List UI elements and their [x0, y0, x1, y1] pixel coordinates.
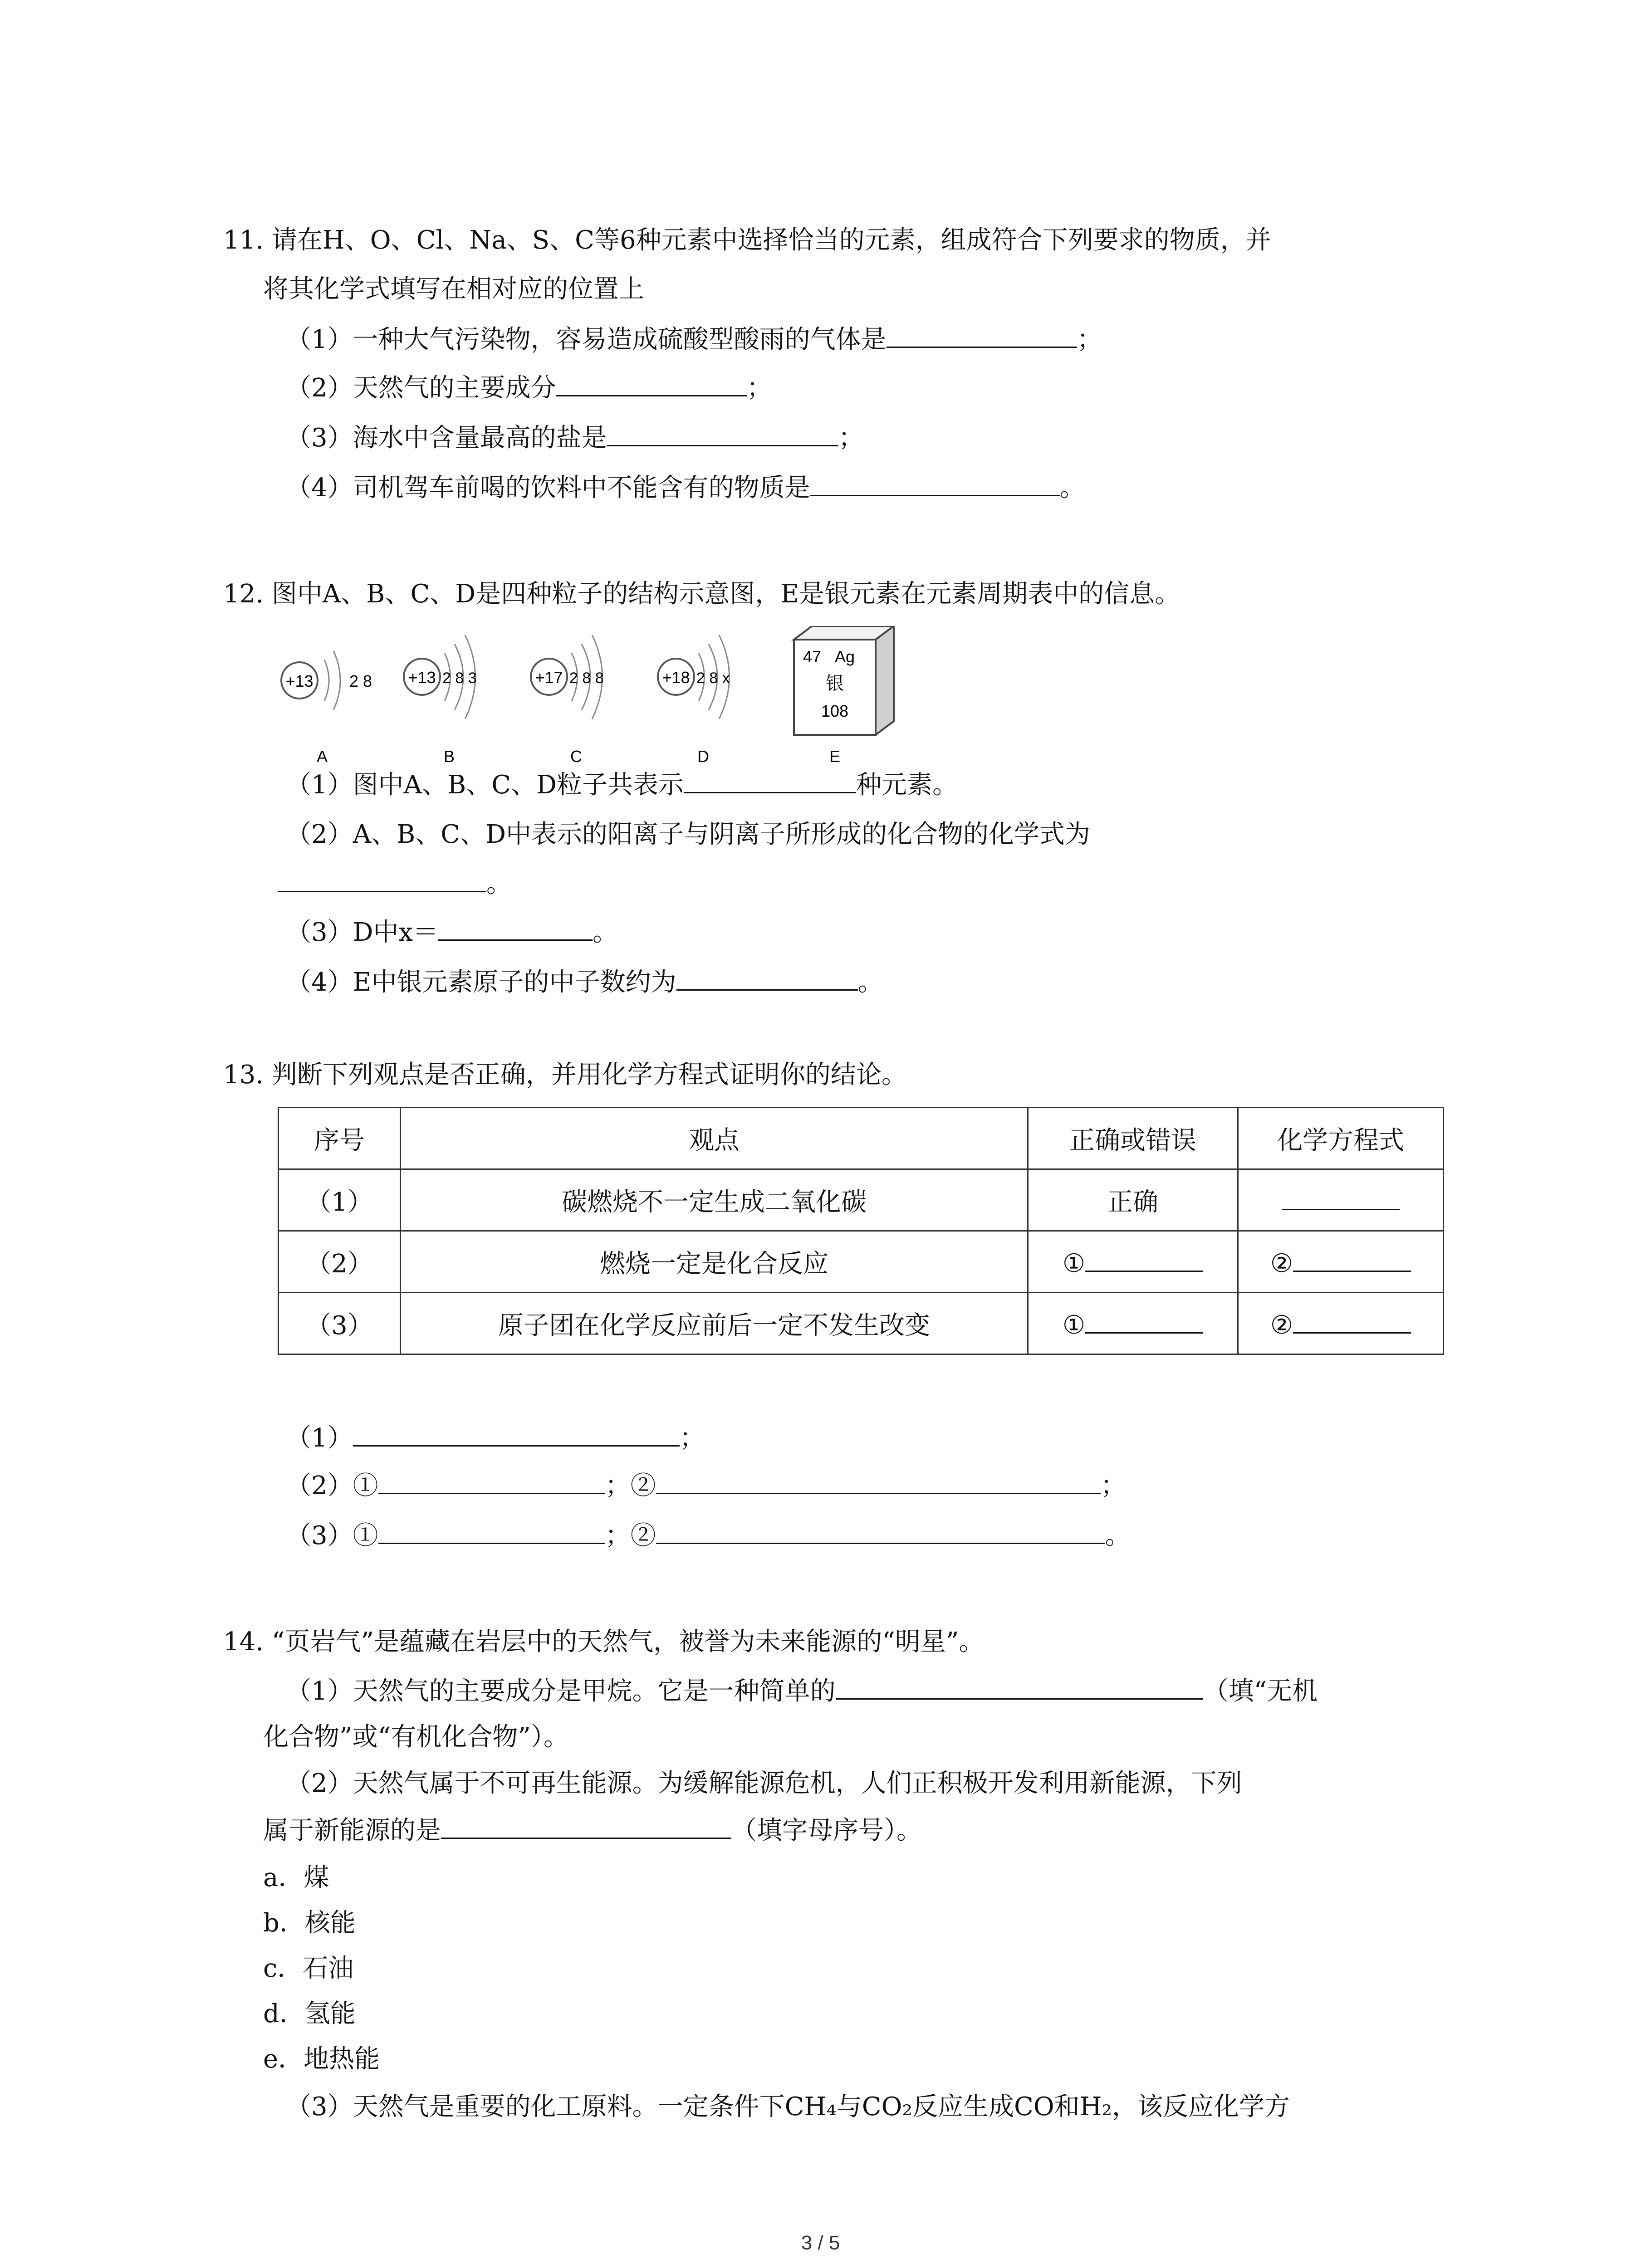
- q11-part2: （2）天然气的主要成分 ；: [286, 370, 772, 406]
- q11-part3: （3）海水中含量最高的盐是 ；: [286, 420, 864, 456]
- q14-part2-cont: 属于新能源的是 （填字母序号）。: [263, 1812, 922, 1849]
- atom-b: [404, 635, 477, 766]
- answer-blank[interactable]: [1293, 1245, 1411, 1272]
- q14-option-a: a．煤: [263, 1863, 329, 1892]
- q14-option-d: d．氢能: [263, 1999, 356, 2028]
- table-row: [279, 1169, 1444, 1231]
- q11-part4: （4）司机驾车前喝的饮料中不能含有的物质是 。: [286, 469, 1085, 506]
- svg-text:+13: +13: [285, 672, 314, 690]
- row-viewpoint: 原子团在化学反应前后一定不发生改变: [401, 1293, 1028, 1354]
- svg-text:+17: +17: [535, 668, 563, 687]
- q11-stem-line1: 11. 请在H、O、Cl、Na、S、C等6种元素中选择恰当的元素，组成符合下列要求的物质，并: [223, 225, 1271, 255]
- answer-blank[interactable]: [1293, 1307, 1411, 1334]
- q12-part1: （1）图中A、B、C、D粒子共表示 种元素。: [286, 767, 958, 803]
- svg-text:银: 银: [826, 674, 844, 694]
- answer-blank[interactable]: [656, 1467, 1101, 1494]
- row-judgement: 正确: [1028, 1169, 1238, 1231]
- q11-stem-line2: 将其化学式填写在相对应的位置上: [263, 274, 644, 304]
- row-number: （3）: [279, 1293, 401, 1354]
- q14-option-b: b．核能: [263, 1908, 356, 1938]
- table-row: [279, 1231, 1444, 1293]
- header-cell: 化学方程式: [1238, 1108, 1444, 1169]
- q12-stem: 12. 图中A、B、C、D是四种粒子的结构示意图，E是银元素在元素周期表中的信息。: [223, 579, 1181, 609]
- atom-d: [658, 635, 730, 766]
- svg-text:+18: +18: [662, 668, 690, 687]
- svg-text:B: B: [443, 747, 455, 766]
- answer-blank[interactable]: [438, 914, 593, 941]
- header-cell: 观点: [401, 1108, 1028, 1169]
- q12-part3: （3）D中x＝ 。: [286, 914, 618, 951]
- row-judgement: ①: [1028, 1293, 1238, 1354]
- q13-answer1: （1） ；: [286, 1420, 705, 1457]
- answer-blank[interactable]: [1085, 1245, 1203, 1272]
- atom-a: [281, 651, 372, 766]
- row-number: （1）: [279, 1169, 401, 1231]
- q14-part3: （3）天然气是重要的化工原料。一定条件下CH₄与CO₂反应生成CO和H₂，该反应化学方: [286, 2092, 1290, 2121]
- q14-part2: （2）天然气属于不可再生能源。为缓解能源危机，人们正积极开发利用新能源，下列: [286, 1769, 1242, 1798]
- svg-text:E: E: [829, 747, 841, 766]
- answer-blank[interactable]: [353, 1420, 680, 1447]
- row-viewpoint: 燃烧一定是化合反应: [401, 1231, 1028, 1293]
- q12-part4: （4）E中银元素原子的中子数约为 。: [286, 964, 883, 1001]
- answer-blank[interactable]: [378, 1517, 605, 1544]
- q14-option-c: c．石油: [263, 1954, 354, 1983]
- q14-option-e: e．地热能: [263, 2044, 380, 2074]
- row-judgement: ①: [1028, 1231, 1238, 1293]
- svg-text:A: A: [316, 747, 328, 766]
- q13-stem: 13. 判断下列观点是否正确，并用化学方程式证明你的结论。: [223, 1060, 907, 1090]
- answer-blank[interactable]: [1282, 1183, 1400, 1210]
- svg-text:47: 47: [803, 647, 822, 666]
- svg-text:2 8 8: 2 8 8: [569, 670, 604, 687]
- header-cell: 序号: [279, 1108, 401, 1169]
- atom-c: [531, 635, 604, 766]
- observations-table: [278, 1107, 1444, 1355]
- svg-text:Ag: Ag: [835, 647, 855, 666]
- q13-answer2: （2）① ；② ；: [286, 1467, 1126, 1504]
- q12-part2-answer: 。: [278, 865, 512, 902]
- svg-text:+13: +13: [408, 668, 436, 687]
- answer-blank[interactable]: [607, 420, 838, 446]
- answer-blank[interactable]: [676, 964, 858, 991]
- answer-blank[interactable]: [278, 865, 486, 892]
- answer-blank[interactable]: [556, 370, 747, 396]
- svg-text:2 8 3: 2 8 3: [442, 670, 477, 687]
- page-number: 3 / 5: [801, 2232, 840, 2254]
- svg-text:D: D: [697, 747, 709, 766]
- answer-blank[interactable]: [887, 321, 1077, 348]
- answer-blank[interactable]: [810, 469, 1060, 496]
- element-cell-e: [794, 626, 894, 766]
- answer-blank[interactable]: [1085, 1307, 1203, 1334]
- svg-text:2 8 x: 2 8 x: [696, 670, 730, 687]
- q12-part2: （2）A、B、C、D中表示的阳离子与阴离子所形成的化合物的化学式为: [286, 820, 1090, 849]
- answer-blank[interactable]: [656, 1517, 1105, 1544]
- row-equation: ②: [1238, 1293, 1444, 1354]
- q11-part1: （1）一种大气污染物，容易造成硫酸型酸雨的气体是 ；: [286, 321, 1102, 358]
- row-viewpoint: 碳燃烧不一定生成二氧化碳: [401, 1169, 1028, 1231]
- answer-blank[interactable]: [441, 1812, 731, 1839]
- header-cell: 正确或错误: [1028, 1108, 1238, 1169]
- answer-blank[interactable]: [836, 1673, 1203, 1700]
- svg-text:108: 108: [821, 702, 849, 720]
- q14-stem: 14. “页岩气”是蕴藏在岩层中的天然气，被誉为未来能源的“明星”。: [223, 1627, 985, 1657]
- atomic-structure-diagram: [277, 626, 912, 771]
- table-row: [279, 1293, 1444, 1354]
- row-number: （2）: [279, 1231, 401, 1293]
- table-header-row: [279, 1108, 1444, 1169]
- q13-answer3: （3）① ；② 。: [286, 1517, 1131, 1554]
- q14-part1-cont: 化合物”或“有机化合物”）。: [263, 1722, 569, 1752]
- answer-blank[interactable]: [684, 767, 856, 793]
- svg-text:2 8: 2 8: [349, 672, 372, 690]
- q14-part1: （1）天然气的主要成分是甲烷。它是一种简单的 （填“无机: [286, 1673, 1318, 1710]
- row-equation: ②: [1238, 1231, 1444, 1293]
- row-equation: [1238, 1169, 1444, 1231]
- answer-blank[interactable]: [378, 1467, 605, 1494]
- svg-text:C: C: [570, 747, 582, 766]
